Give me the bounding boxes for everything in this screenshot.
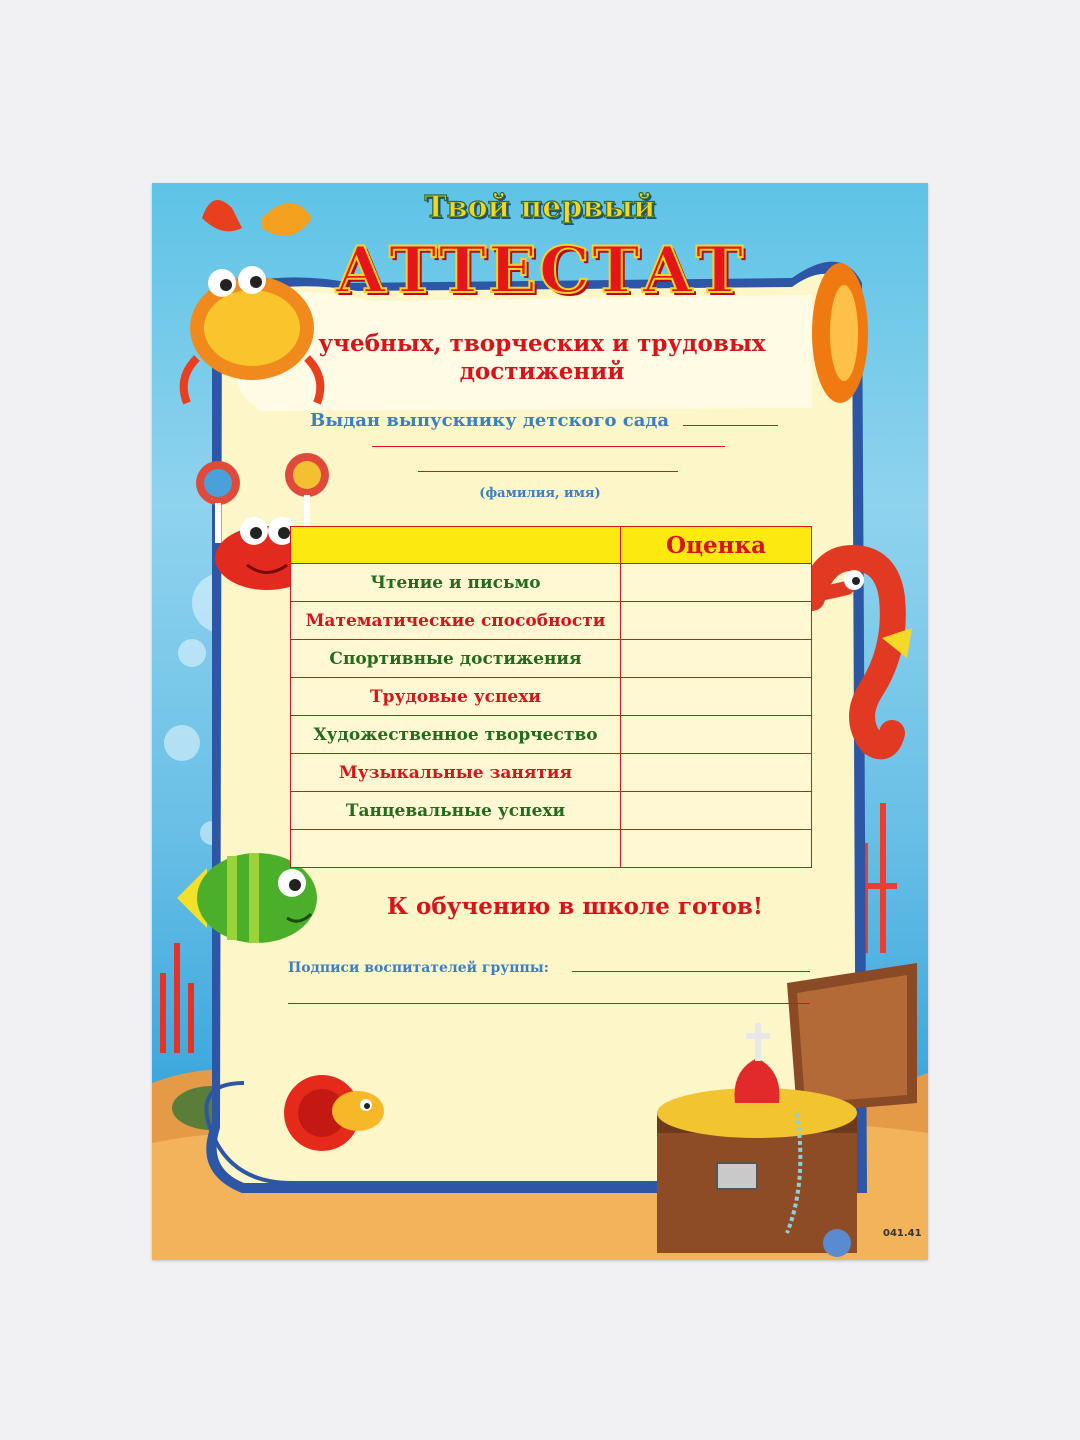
- grade-cell[interactable]: [621, 716, 812, 754]
- table-row: [291, 678, 812, 716]
- subject-music: Музыкальные занятия: [291, 754, 621, 792]
- table-row: [291, 830, 812, 868]
- crown-icon: [733, 1023, 783, 1117]
- kindergarten-line: [683, 425, 778, 426]
- subject-art: Художественное творчество: [291, 716, 621, 754]
- subject-reading: Чтение и письмо: [291, 564, 621, 602]
- table-row: [291, 792, 812, 830]
- grade-header: Оценка: [621, 527, 812, 564]
- subject-header: [291, 527, 621, 564]
- grade-cell[interactable]: [621, 602, 812, 640]
- grade-cell[interactable]: [621, 678, 812, 716]
- grades-header-row: [291, 527, 812, 564]
- certificate-title-top: Твой первый: [424, 190, 656, 225]
- name-hint: (фамилия, имя): [479, 486, 601, 501]
- name-line-1: [372, 446, 725, 447]
- table-row: [291, 754, 812, 792]
- grades-table: [290, 526, 812, 868]
- issued-label: Выдан выпускнику детского сада: [310, 410, 670, 431]
- certificate-title-main: АТТЕСТАТ: [334, 233, 746, 308]
- table-row: [291, 564, 812, 602]
- table-row: [291, 716, 812, 754]
- signature-line-2: [288, 1003, 810, 1004]
- table-row: [291, 602, 812, 640]
- treasure-chest-icon: [647, 963, 927, 1260]
- grade-cell[interactable]: [621, 754, 812, 792]
- table-row: [291, 640, 812, 678]
- subject-sports: Спортивные достижения: [291, 640, 621, 678]
- ready-for-school-text: К обучению в школе готов!: [387, 893, 763, 920]
- signatures-label: Подписи воспитателей группы:: [288, 960, 549, 976]
- signature-line-1: [572, 971, 810, 972]
- certificate-subtitle: [272, 330, 812, 386]
- subject-math: Математические способности: [291, 602, 621, 640]
- name-line-2: [418, 471, 678, 472]
- subtitle-line-1: учебных, творческих и трудовых: [318, 330, 766, 357]
- grade-cell[interactable]: [621, 792, 812, 830]
- grade-cell[interactable]: [621, 564, 812, 602]
- subject-labor: Трудовые успехи: [291, 678, 621, 716]
- grade-cell[interactable]: [621, 830, 812, 868]
- product-code: 041.41: [883, 1228, 922, 1239]
- red-fish-icon: [280, 1063, 400, 1163]
- subtitle-line-2: достижений: [459, 358, 625, 385]
- grade-cell[interactable]: [621, 640, 812, 678]
- subject-dance: Танцевальные успехи: [291, 792, 621, 830]
- subject-empty[interactable]: [291, 830, 621, 868]
